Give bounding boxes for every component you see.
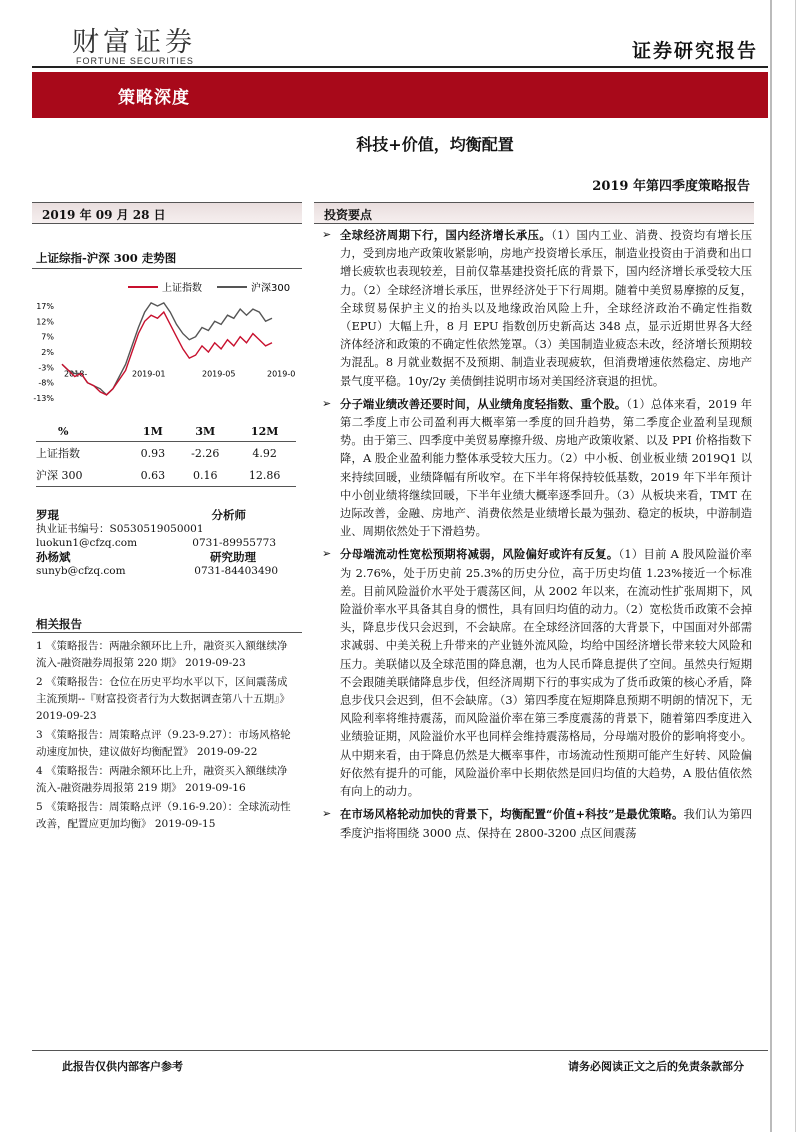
key-points-header: 投资要点 [314, 202, 754, 224]
perf-row [36, 442, 296, 465]
date-box: 2019 年 09 月 28 日 [32, 202, 302, 224]
related-item[interactable]: 3 《策略报告：周策略点评（9.23-9.27）：市场风格轮动速度加快，建议做好均衡配置》 2019-09-22 [36, 729, 291, 758]
index-chart [32, 276, 302, 416]
footer-left: 此报告仅供内部客户参考 [62, 1060, 183, 1073]
perf-cell: 0.93 [140, 446, 166, 460]
x-tick-label: 2019-0 [267, 369, 296, 379]
analyst-name: 罗琨 [36, 508, 59, 522]
perf-cell: 0.63 [128, 464, 177, 487]
header-rule [32, 66, 768, 68]
perf-cell: -2.26 [191, 446, 220, 460]
key-point [318, 395, 752, 542]
arrow-bullet-icon: ➢ [322, 396, 332, 410]
perf-name: 沪深 300 [36, 464, 128, 487]
y-tick-label: -3% [38, 363, 54, 373]
key-point-text: （1）国内工业、消费、投资均有增长压力，受到房地产政策收紧影响，房地产投资增长承压，制造业投资由于消费和出口增长疲软也表现较差，目前仅靠基建投资托底的背景下，国内经济增长承受较大压力。（2）全球经济增长承压，世界经济处于下行周期。随着中美贸易摩擦的反复，全球贸易保护主义的抬头以及地缘政治风险上升，全球经济政治不确定性指数（EPU）大幅上升，8 月 EPU 指数创历史新高达 348 点，显示近期世界各大经济体经济和政策的不确定性依然笼罩。（3）美国制造业疲态未改，经济增长预期较为混乱。8 月就业数据不及预期、制造业表现疲软，但消费增速依然稳定、房地产景气度平稳。10y/2y 美债倒挂说明市场对美国经济衰退的担忧。 [340, 229, 752, 388]
perf-cell: 12.86 [233, 464, 296, 487]
arrow-bullet-icon: ➢ [322, 228, 332, 241]
series-line-hs300 [62, 303, 272, 395]
key-point [318, 226, 752, 391]
key-point [318, 805, 752, 842]
y-tick-label: 7% [41, 332, 54, 342]
category-label: 策略深度 [118, 88, 190, 108]
x-tick-label: 2019-05 [202, 369, 236, 379]
key-point-text: （1）总体来看，2019 年第二季度上市公司盈利再大概率第一季度的回升趋势，第二季度企业盈利呈现颓势。由于第三、四季度中美贸易摩擦升级、房地产政策收紧、以及 PPI 价格指数下降，A 股企业盈利能力整体承受较大压力。（2）中小板、创业板业绩 2019Q1 以来持续回暖，业绩降幅有所收窄。在下半年将保持较低基数，2019 年下半年预计中小创业绩将继续回暖，下半年业绩大概率逐季回升。（3）从板块来看，TMT 在边际改善，金融、房地产、消费依然是业绩增长最为强劲、稳定的板块，中游制造业、周期依然处于下滑趋势。 [340, 397, 752, 539]
related-title: 相关报告 [36, 617, 82, 631]
y-tick-label: -8% [38, 378, 54, 388]
chart-title: 上证综指-沪深 300 走势图 [36, 251, 177, 265]
key-point-heading: 在市场风格轮动加快的背景下，均衡配置“价值+科技”是最优策略。 [340, 807, 684, 822]
assistant-role: 研究助理 [210, 550, 256, 564]
y-tick-label: 12% [36, 317, 54, 327]
perf-header: 1M [128, 422, 177, 442]
category-band [32, 72, 768, 118]
chart-svg [32, 276, 302, 416]
footer-right: 请务必阅读正文之后的免责条款部分 [568, 1060, 744, 1073]
footer-rule [32, 1050, 768, 1051]
analyst-block [36, 508, 298, 578]
analyst-role: 分析师 [211, 508, 246, 522]
key-point-text: （1）目前 A 股风险溢价率为 2.76%，处于历史前 25.3%的历史分位，高于历史均值 1.23%接近一个标准差。目前风险溢价水平处于震荡区间，从 2002 年以来，在流动性扩张周期下，风险溢价率水平具备其自身的惯性，具有回归均值的动力。（2）宽松货币政策不会掉头，降息步伐只会迟到，不会缺席。在全球经济回落的大背景下，中国面对外部需求减弱、中美关税上升带来的产业链外流风险，均给中国经济增长带来较大风险和压力。美联储以及全球范围的降息潮，也为人民币降息提供了空间。虽然央行短期不会跟随美联储降息步伐，但经济周期下行的事实成为了货币政策的核心矛盾，降息步伐只会迟到，但不会缺席。（3）第四季度在短期降息预期不明朗的情况下，无风险利率将维持震荡，而风险溢价率在第三季度震荡的背景下，随着第四季度进入业绩验证期，风险溢价水平也同样会维持震荡格局，分母端对股价的影响将变小。从中期来看，由于降息仍然是大概率事件，市场流动性预期可能产生好转、风险偏好依然有提升的可能，风险溢价率中长期依然是回归均值的大趋势，A 股估值依然有向上的动力。 [340, 548, 752, 799]
logo: 财富证券 [72, 27, 196, 58]
x-tick-label: 2018- [64, 369, 88, 379]
key-points-body [318, 226, 752, 847]
perf-row [36, 464, 296, 487]
logo-en: FORTUNE SECURITIES [76, 56, 194, 66]
report-subtitle: 2019 年第四季度策略报告 [592, 179, 750, 194]
series-line-shanghai [62, 312, 272, 395]
analyst-phone: 0731-89955773 [192, 537, 276, 549]
analyst-email[interactable]: luokun1@cfzq.com [36, 537, 138, 549]
related-item[interactable]: 4 《策略报告：两融余额环比上升，融资买入额继续净流入-融资融券周报第 219 期》 2019-09-16 [36, 765, 288, 794]
x-tick-label: 2019-01 [132, 369, 166, 379]
chart-rule [32, 268, 302, 269]
y-tick-label: 17% [36, 302, 54, 311]
perf-name: 上证指数 [36, 447, 80, 460]
legend-sh: 上证指数 [162, 283, 202, 294]
key-point-heading: 全球经济周期下行，国内经济增长承压。 [340, 228, 552, 242]
report-title: 科技+价值，均衡配置 [356, 135, 514, 154]
related-item[interactable]: 5 《策略报告：周策略点评（9.16-9.20）：全球流动性改善，配置应更加均衡》 2019-09-15 [36, 801, 291, 830]
perf-header-row [36, 422, 296, 442]
assistant-email[interactable]: sunyb@cfzq.com [36, 565, 126, 577]
assistant-phone: 0731-84403490 [194, 565, 278, 577]
perf-header: 3M [177, 422, 233, 442]
legend-hs: 沪深300 [251, 283, 291, 294]
doc-type: 证券研究报告 [631, 40, 758, 62]
y-tick-label: 2% [41, 348, 54, 357]
y-tick-label: -13% [33, 394, 54, 403]
perf-header: 12M [233, 422, 296, 442]
related-rule [32, 632, 302, 633]
related-item[interactable]: 1 《策略报告：两融余额环比上升，融资买入额继续净流入-融资融券周报第 220 期》 2019-09-23 [36, 640, 288, 669]
assistant-name: 孙杨斌 [36, 550, 71, 564]
arrow-bullet-icon: ➢ [322, 547, 332, 561]
performance-table [36, 422, 296, 487]
key-point-heading: 分子端业绩改善还要时间，从业绩角度轻指数、重个股。 [340, 396, 627, 411]
key-point-text: 我们认为第四季度沪指将围绕 3000 点、保持在 2800-3200 点区间震荡 [340, 808, 752, 840]
key-point-heading: 分母端流动性宽松预期将减弱，风险偏好或许有反复。 [340, 547, 619, 562]
page-edge-line [795, 0, 796, 1132]
perf-cell: 4.92 [252, 446, 277, 460]
analyst-cert: 执业证书编号：S0530519050001 [36, 523, 204, 535]
perf-cell: 0.16 [177, 464, 233, 487]
perf-header: % [36, 422, 128, 442]
arrow-bullet-icon: ➢ [322, 807, 332, 821]
related-item[interactable]: 2 《策略报告：仓位在历史平均水平以下，区间震荡成主流预期--『财富投资者行为大数据调查第八十五期』》 2019-09-23 [36, 676, 290, 722]
key-point [318, 545, 752, 801]
related-list [36, 638, 298, 835]
